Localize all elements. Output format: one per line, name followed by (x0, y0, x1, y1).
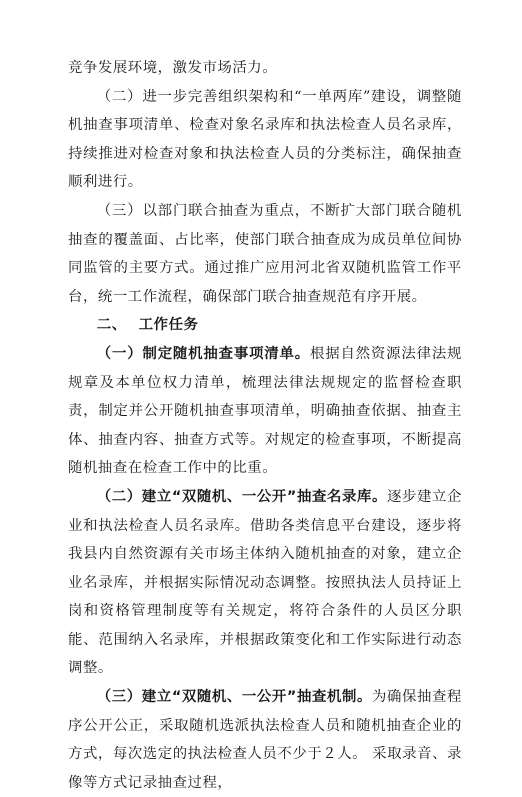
task-lead: （三）建立“双随机、一公开”抽查机制。 (96, 689, 373, 706)
task-paragraph-3 (68, 683, 462, 797)
section-heading-tasks (68, 311, 462, 340)
task-paragraph-1 (68, 340, 462, 483)
paragraph-text: （三）以部门联合抽查为重点，不断扩大部门联合随机抽查的覆盖面、占比率，使部门联合抽查成为成员单位间协同监管的主要方式。通过推广应用河北省双随机监管工作平台，统一工作流程，确保部门联合抽查规范有序开展。 (68, 202, 462, 305)
task-body: 根据自然资源法律法规规章及本单位权力清单，梳理法律法规规定的监督检查职责，制定并公开随机抽查事项清单，明确抽查依据、抽查主体、抽查内容、抽查方式等。对规定的检查事项，不断提高随机抽查在检查工作中的比重。 (68, 345, 462, 477)
section-title: 工作任务 (138, 317, 199, 334)
paragraph-item-3 (68, 197, 462, 311)
paragraph-text: （二）进一步完善组织架构和“一单两库”建设，调整随机抽查事项清单、检查对象名录库和执法检查人员名录库，持续推进对检查对象和执法检查人员的分类标注，确保抽查顺利进行。 (68, 88, 462, 191)
paragraph-text: 竞争发展环境，激发市场活力。 (68, 60, 278, 76)
paragraph-item-2 (68, 83, 462, 197)
section-number: 二、 (96, 317, 127, 334)
task-body: 为确保抽查程序公开公正，采取随机选派执法检查人员和随机抽查企业的方式，每次选定的执法检查人员不少于２人。 采取录音、录像等方式记录抽查过程， (68, 689, 462, 791)
task-lead: （二）建立“双随机、一公开”抽查名录库。 (96, 488, 388, 505)
paragraph-continuation (68, 54, 462, 83)
task-lead: （一）制定随机抽查事项清单。 (96, 345, 310, 362)
task-paragraph-2 (68, 483, 462, 683)
task-body: 逐步建立企业和执法检查人员名录库。借助各类信息平台建设，逐步将我县内自然资源有关市场主体纳入随机抽查的对象，建立企业名录库，并根据实际情况动态调整。按照执法人员持证上岗和资格管理制度等有关规定，将符合条件的人员区分职能、范围纳入名录库，并根据政策变化和工作实际进行动态调整。 (68, 488, 462, 677)
